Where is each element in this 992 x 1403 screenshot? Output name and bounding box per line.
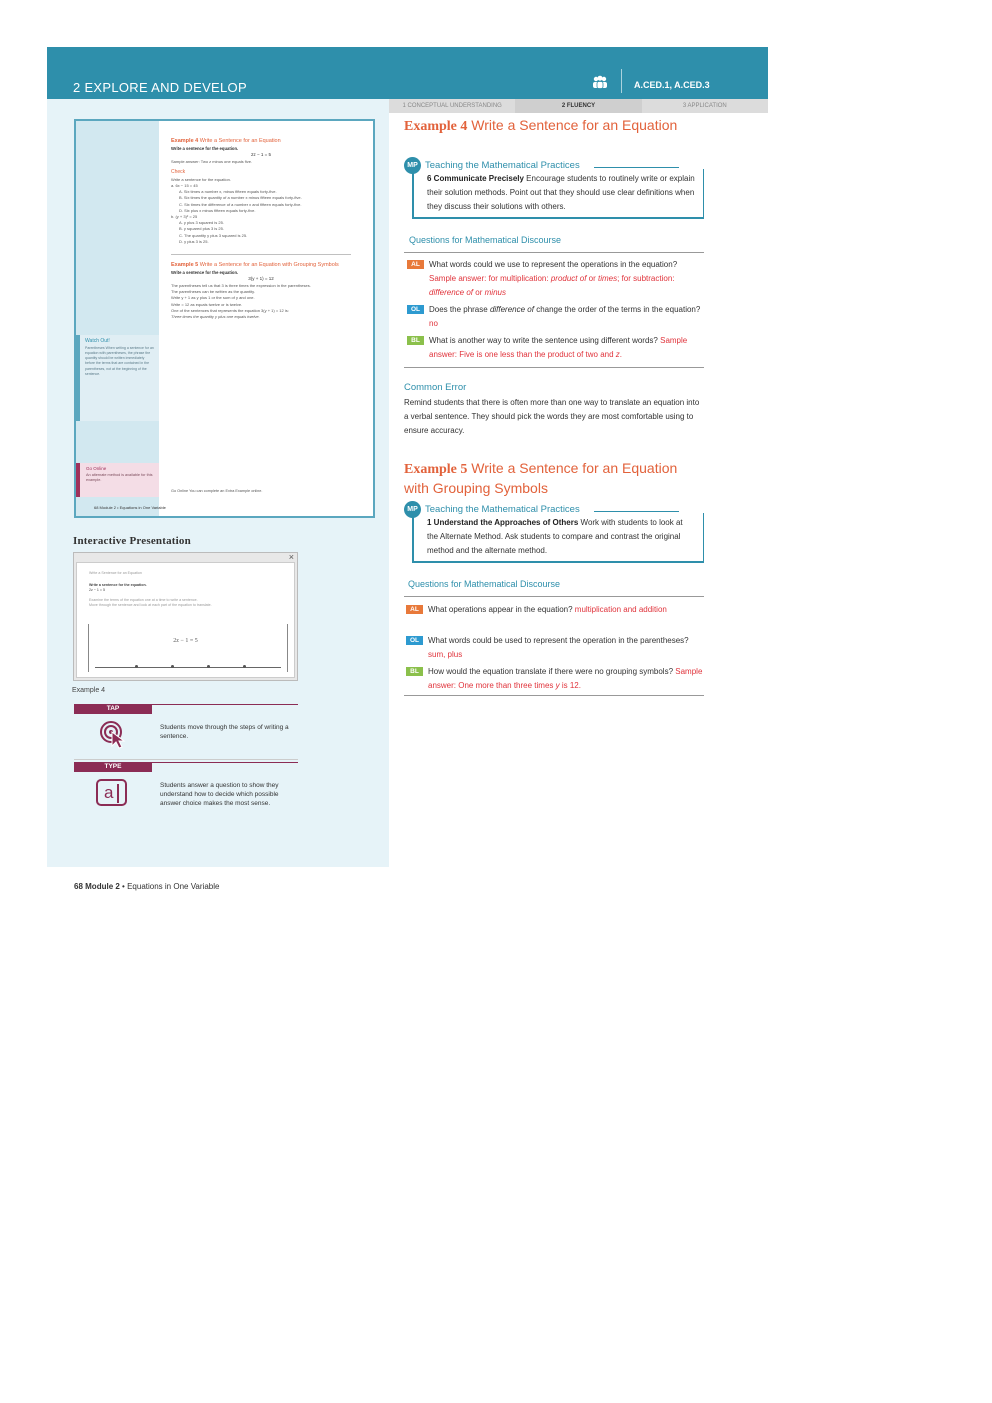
discourse-question-bl — [406, 665, 703, 693]
discourse-question-al — [407, 258, 704, 299]
question-text: Does the phrase — [429, 305, 488, 314]
interactive-presentation-window[interactable] — [73, 552, 298, 681]
watch-out-title: Watch Out! — [85, 338, 110, 344]
screen-left-bracket — [88, 624, 89, 672]
thumb-divider — [171, 254, 351, 255]
thumb-ex5-title: Write a Sentence for an Equation with Grouping Symbols — [199, 261, 339, 268]
go-online-title: Go Online — [86, 466, 107, 471]
question-text: What words could we use to represent the operations in the equation? — [429, 260, 678, 269]
thumbnail-content — [171, 137, 351, 320]
tap-rule — [152, 704, 298, 705]
page-number: 68 — [74, 882, 83, 891]
answer-text — [429, 274, 675, 297]
answer-part: ; for subtraction: — [617, 273, 675, 283]
discourse-question-ol — [407, 303, 704, 331]
ol-badge: OL — [407, 305, 424, 314]
answer-text: sum, plus — [428, 649, 463, 659]
discourse-title-1: Questions for Mathematical Discourse — [409, 235, 562, 245]
answer-part: . — [619, 349, 623, 359]
section-header — [47, 47, 768, 99]
tap-label: TAP — [74, 704, 152, 714]
step-slider-dot[interactable] — [171, 665, 174, 668]
screen-instruction: Move through the sentence and look at each part of the equation to translate. — [89, 603, 212, 607]
thumb-check-b-option: A. y plus 3 squared is 25. — [179, 220, 224, 226]
lesson-tabs — [389, 99, 768, 113]
bl-badge: BL — [407, 336, 424, 345]
discourse-question-ol — [406, 634, 703, 662]
thumb-check-a-option: C. Six times the difference of a number x and fifteen equals forty-five. — [179, 201, 302, 207]
mp-badge-icon: MP — [404, 501, 421, 518]
answer-part: or — [475, 287, 483, 297]
thumb-ex4-prompt: Write a sentence for the equation. — [171, 145, 239, 151]
screen-right-bracket — [287, 624, 288, 672]
screen-equation-small: 2z − 1 = 5 — [89, 588, 105, 592]
thumb-check-a-option: D. Six plus x minus fifteen equals forty-five. — [179, 207, 256, 213]
interactive-screen — [76, 562, 295, 678]
thumb-ex5-prompt: Write a sentence for the equation. — [171, 269, 239, 275]
type-description: Students answer a question to show they understand how to decide which possible answer choice makes the most sense. — [160, 782, 279, 807]
header-divider — [621, 69, 622, 93]
thumb-ex5-equation: 3(y + 1) = 12 — [248, 276, 274, 281]
answer-text: no — [429, 318, 438, 328]
mp-practice-1: 6 Communicate Precisely — [427, 174, 524, 183]
watch-out-box — [76, 335, 159, 421]
footer-subtitle: Equations in One Variable — [127, 882, 220, 891]
mp-rule — [594, 167, 679, 168]
type-glyph: a — [104, 783, 114, 802]
thumb-check-a-option: B. Six times the quantity of a number x minus fifteen equals forty-five. — [179, 195, 302, 201]
page-footer — [74, 882, 219, 891]
question-text: What is another way to write the sentence using different words? — [429, 336, 658, 345]
mp-box-1 — [412, 169, 704, 219]
example-5-title: Write a Sentence for an Equation with Grouping Symbols — [404, 460, 678, 497]
thumb-ex5-line: Three times the quantity y plus one equals twelve. — [171, 313, 260, 319]
mp-title-2: Teaching the Mathematical Practices — [425, 504, 580, 515]
type-rule — [152, 762, 298, 763]
answer-part: Sample answer: One more than three times — [428, 667, 703, 690]
tap-icon — [99, 720, 129, 750]
footer-module: Module 2 — [85, 882, 120, 891]
close-icon[interactable]: × — [288, 552, 294, 562]
example-4-heading — [404, 116, 704, 136]
interactive-caption: Example 4 — [72, 687, 106, 694]
mp-rule — [594, 511, 679, 512]
question-text: How would the equation translate if there were no grouping symbols? — [428, 667, 674, 676]
answer-part: times — [598, 273, 618, 283]
tap-description: Students move through the steps of writing a sentence. — [160, 724, 289, 740]
step-slider-track[interactable] — [95, 667, 281, 668]
question-text: difference of — [489, 305, 534, 314]
question-text: change the order of the terms in the equation? — [536, 305, 701, 314]
thumb-check-b-option: D. y plus 3 is 25. — [179, 238, 209, 244]
thumb-check-b-option: B. y squared plus 3 is 25. — [179, 226, 224, 232]
screen-prompt: Write a sentence for the equation. — [89, 583, 147, 587]
screen-equation: 2z − 1 = 5 — [173, 638, 198, 644]
thumb-ex5-line: One of the sentences that represents the equation 3(y + 1) = 12 is: — [171, 307, 289, 313]
thumb-check-label: Check — [171, 169, 186, 176]
answer-part: is 12. — [561, 680, 581, 690]
standards-label: A.CED.1, A.CED.3 — [634, 80, 710, 90]
answer-part: Sample answer: for multiplication: — [429, 273, 549, 283]
answer-text: multiplication and addition — [574, 605, 667, 614]
step-slider-dot[interactable] — [243, 665, 246, 668]
thumb-check-b: b. (y + 3)² = 25 — [171, 214, 198, 220]
bl-badge: BL — [406, 667, 423, 676]
text-cursor-icon — [117, 784, 119, 803]
student-page-thumbnail — [74, 119, 375, 518]
discourse-rule-top — [404, 252, 704, 253]
mp-practice-2: 1 Understand the Approaches of Others — [427, 518, 579, 527]
mp-title-1: Teaching the Mathematical Practices — [425, 160, 580, 171]
thumb-ex5-line: Write y + 1 as y plus 1 or the sum of y and one. — [171, 295, 255, 301]
mp-text-2: Work with students to look at the Alternate Method. Ask students to compare and contrast the original method and the alternate method. — [427, 518, 683, 555]
discourse-question-bl — [407, 334, 704, 362]
thumb-go-online-extra: Go Online You can complete an Extra Example online. — [171, 489, 263, 493]
answer-part: y — [555, 680, 560, 690]
discourse-rule-top — [404, 596, 704, 597]
thumb-ex4-equation: 2z − 1 = 5 — [250, 152, 271, 158]
go-online-box — [76, 463, 159, 497]
section-title: 2 EXPLORE AND DEVELOP — [73, 80, 247, 95]
tap-bottom-rule — [74, 759, 298, 760]
footer-separator: • — [122, 882, 125, 891]
tab-conceptual-understanding[interactable]: 1 CONCEPTUAL UNDERSTANDING — [402, 103, 502, 109]
question-text: What words could be used to represent the operation in the parentheses? — [428, 636, 689, 645]
al-badge: AL — [407, 260, 424, 269]
ol-badge: OL — [406, 636, 423, 645]
thumb-ex4-sample: Sample answer: Two z minus one equals five. — [171, 158, 253, 164]
answer-part: Sample answer: Five is one less than the product of two and — [429, 336, 688, 359]
thumb-check-prompt: Write a sentence for the equation. — [171, 176, 231, 182]
mp-badge-icon: MP — [404, 157, 421, 174]
thumbnail-sidebar — [76, 121, 159, 516]
go-online-text: An alternate method is available for this example. — [86, 472, 153, 483]
answer-part: z — [615, 349, 620, 359]
thumb-ex5-label: Example 5 — [171, 261, 199, 268]
type-label: TYPE — [74, 762, 152, 772]
answer-part: minus — [484, 287, 506, 297]
step-slider-dot[interactable] — [207, 665, 210, 668]
tab-fluency[interactable]: 2 FLUENCY — [515, 99, 641, 113]
mp-text-1: Encourage students to routinely write or explain their solution methods. Point out that they should use clear definitions when they discuss their solutions with others. — [427, 174, 695, 211]
interactive-presentation-title: Interactive Presentation — [73, 535, 191, 547]
discourse-rule-bottom — [404, 367, 704, 368]
common-error-text: Remind students that there is often more than one way to translate an equation into a verbal sentence. They should pick the words they are most comfortable using to ensure accuracy. — [404, 398, 700, 435]
example-5-label: Example 5 — [404, 462, 468, 477]
discourse-question-al — [406, 603, 703, 617]
type-icon — [96, 779, 127, 806]
thumb-ex4-title: Write a Sentence for an Equation — [199, 138, 281, 144]
thumb-check-a: a. 6x − 15 = 45 — [171, 183, 198, 189]
thumb-check-a-option: A. Six times a number x, minus fifteen equals forty-five. — [179, 189, 277, 195]
example-4-label: Example 4 — [404, 119, 468, 134]
answer-part: or — [588, 273, 596, 283]
screen-instruction: Examine the terms of the equation one at a time to write a sentence. — [89, 598, 198, 602]
tab-application[interactable]: 3 APPLICATION — [682, 103, 727, 109]
thumb-check-b-option: C. The quantity y plus 3 squared is 25. — [179, 232, 248, 238]
mp-box-2 — [412, 513, 704, 563]
example-5-heading — [404, 459, 704, 497]
al-badge: AL — [406, 605, 423, 614]
watch-out-text: Parentheses When writing a sentence for an equation with parentheses, the phrase the quantity should be written immediately before the terms that are contained in the parentheses, not at the beginning of the sentence. — [85, 345, 154, 376]
common-error-title: Common Error — [404, 382, 467, 393]
thumb-footer: 68 Module 2 • Equations in One Variable — [94, 505, 166, 510]
example-4-title: Write a Sentence for an Equation — [471, 117, 678, 133]
thumb-ex5-line: The parentheses tell us that 3 is three times the expression in the parentheses. — [171, 282, 311, 288]
discourse-title-2: Questions for Mathematical Discourse — [408, 579, 561, 589]
answer-part: difference of — [429, 287, 474, 297]
group-icon — [592, 75, 608, 89]
thumb-ex5-line: Write = 12 as equals twelve or is twelve. — [171, 301, 243, 307]
discourse-rule-bottom — [404, 695, 704, 696]
step-slider-dot[interactable] — [135, 665, 138, 668]
question-text: What operations appear in the equation? — [428, 605, 573, 614]
screen-title: Write a Sentence for an Equation — [89, 571, 142, 575]
answer-part: product of — [550, 273, 587, 283]
thumb-ex4-label: Example 4 — [171, 138, 199, 144]
thumb-ex5-line: The parentheses can be written as the quantity. — [171, 289, 255, 295]
